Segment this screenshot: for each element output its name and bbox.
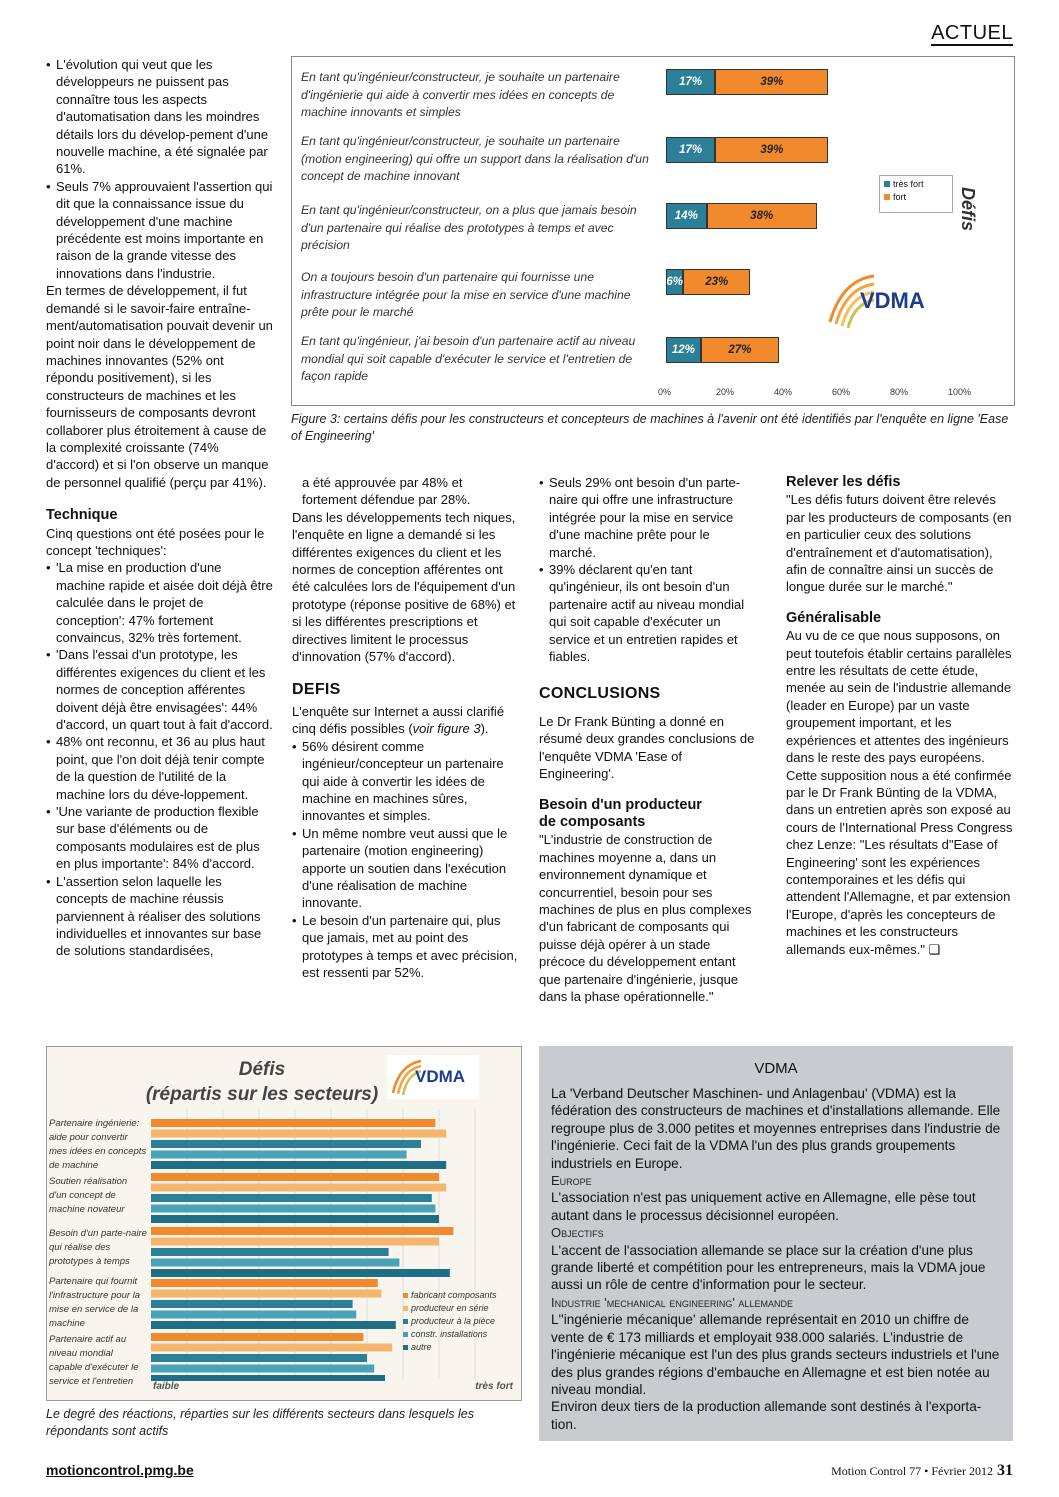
legend-label: producteur à la pièce [411,1316,496,1326]
legend-swatch [884,194,890,200]
section-title-generalisable: Généralisable [786,609,882,626]
axis-tick-label: 40% [774,387,793,397]
footer-issue-text: Motion Control 77 • Février 2012 [831,1464,993,1478]
axis-tick-label: 80% [890,387,909,397]
chart-category-label: On a toujours besoin d'un partenaire qui fournisse une infrastructure intégrée pour la mise en service d'une machine prête pour le marché [301,270,631,320]
column-3 [539,474,759,1005]
axis-label-low: faible [153,1381,180,1392]
sidebar-title: VDMA [754,1060,798,1077]
chart-bar [151,1140,421,1148]
chart-bar [151,1300,353,1308]
chart-bar [151,1151,407,1159]
chart-bar [151,1248,389,1256]
bullet: • 39% déclarent qu'en tant qu'ingénieur, ils ont besoin d'un partenaire actif au niveau mondial qui soit capable d'exécuter un service et un entretien rapides et fiables. [539,561,759,665]
footer-issue [831,1462,1013,1480]
text: ). [480,721,489,737]
column-1 [46,56,274,960]
legend-label: autre [411,1342,432,1352]
chart-data-label: 39% [760,144,784,156]
subheading: Objectifs [551,1225,604,1241]
axis-tick-label: 60% [832,387,851,397]
subheading: Europe [551,1173,592,1189]
figure-3-side-title: Défis [958,187,978,232]
chart-data-label: 12% [671,344,695,356]
chart-bar [151,1279,378,1287]
chart-bar [151,1290,381,1298]
subheading: Industrie 'mechanical engineering' allemande [551,1294,793,1310]
chart-bar [151,1205,435,1213]
legend-swatch [403,1345,408,1350]
chart-bar [151,1215,439,1223]
chart-category-label: En tant qu'ingénieur/constructeur, on a plus que jamais besoin d'un partenaire qui réalise des prototypes à temps et avec précision [301,203,637,253]
sidebar-body [539,1085,1013,1433]
legend-swatch [403,1319,408,1324]
legend-swatch [403,1306,408,1311]
chart-bar [151,1354,367,1362]
text: L'enquête sur Internet a aussi clarifié cinq défis possibles ( [292,703,505,737]
legend-swatch [403,1332,408,1337]
axis-tick-label: 0% [658,387,672,397]
figure-reference: voir figure 3 [412,721,481,737]
chart-bar [151,1238,439,1246]
paragraph: L'accent de l'association allemande se place sur la création d'une plus grande liberté et compétition pour les entrepreneurs, mais la VDMA joue aussi un rôle de centre d'information pour le secteur. [551,1242,986,1293]
paragraph: L''ingénierie mécanique' allemande représentait en 2010 un chiffre de vente de € 173 milliards et employait 938.000 salariés. L'industrie de l'ingénierie mécanique est l'un des plus grands secteurs industriels et l'une des plus grandes régions d'embauche en Allemagne et est bien notée au niveau mondial. [551,1312,1000,1397]
figure-3 [291,56,1015,406]
vdma-sidebar [539,1046,1013,1441]
chart-bar [151,1184,446,1192]
bullet: • 'Dans l'essai d'un prototype, les différentes exigences du client et les normes de conception afférentes doivent déjà être envisagées': 44% d'accord, un quart tout à fait d'accord. [46,646,274,733]
paragraph: "Les défis futurs doivent être relevés par les producteurs de composants (en en particulier ceux des solutions d'entraînement et d'automatisation), afin de connaître ainsi un succès de longue durée sur le marché." [786,492,1012,595]
paragraph: L'association n'est pas uniquement active en Allemagne, elle pèse tout autant dans le processus décisionnel européen. [551,1190,976,1223]
chart-bar [151,1344,392,1352]
section-header: ACTUEL [931,22,1013,44]
chart-bar [151,1227,453,1235]
legend-label: très fort [893,179,924,189]
chart-data-label: 39% [760,76,784,88]
paragraph: Cinq questions ont été posées pour le concept 'techniques': [46,525,265,558]
legend-item [403,1302,513,1315]
legend-label: fort [893,192,907,202]
chart-data-label: 23% [705,276,729,288]
chart-legend [403,1289,513,1354]
legend-item [403,1341,513,1354]
paragraph: Cette supposition nous a été confirmée par le Dr Frank Bünting de la VDMA, dans un entretien après son exposé au cours de l'International Press Congress chez Lenze: "Les résultats d"Ease of Engineering' sont les expériences contemporaines et les défis qui attendent l'Allemagne, et par extension l'Europe, d'après les concepteurs de machines et les constructeurs allemands eux-mêmes." ❑ [786,767,1013,957]
chart-bar [151,1311,356,1319]
figure-4-title [137,1057,387,1107]
paragraph: La 'Verband Deutscher Maschinen- und Anlagenbau' (VDMA) est la fédération des constructeurs de machines et d'installations allemande. Elle regroupe plus de 3.000 petites et moyennes entreprises dans l'industrie de l'ingénierie. Ceci fait de la VDMA l'un des plus grands groupements industriels en Europe. [551,1086,1001,1171]
paragraph: "L'industrie de construction de machines moyenne a, dans un environnement dynamique et concurrentiel, besoin pour ses machines de plus en plus complexes d'un fabricant de composants qui puisse déjà opérer à un stade précoce du développement entant que partenaire d'ingénierie, jusque dans la phase opérationnelle." [539,832,752,1004]
chart-bar [151,1119,435,1127]
legend-swatch [403,1293,408,1298]
legend-item [884,191,948,204]
bullet: • L'assertion selon laquelle les concepts de machine réussis parviennent à réaliser des solutions individuelles et innovantes sur base de solutions standardisées, [46,873,274,960]
chart-bar [151,1375,385,1381]
legend-label: producteur en série [411,1303,489,1313]
section-title-relever: Relever les défis [786,474,901,490]
chart-bar [151,1173,439,1181]
bullet: • Le besoin d'un partenaire qui, plus que jamais, met au point des prototypes à temps et avec précision, est ressenti par 52%. [292,912,520,982]
chart-data-label: 6% [666,276,683,288]
chart-bar [151,1333,363,1341]
chart-data-label: 17% [679,76,703,88]
row-label: Soutien réalisation d'un concept de machine novateur [49,1176,128,1215]
vdma-logo-text: VDMA [415,1067,466,1086]
chart-category-label: En tant qu'ingénieur/constructeur, je souhaite un partenaire (motion engineering) qui offre un support dans la réalisation d'un concept de machine innovant [301,134,649,184]
legend-item [403,1328,513,1341]
chart-bar [151,1161,446,1169]
vdma-logo [822,262,935,346]
chart-data-label: 14% [674,210,698,222]
row-label: Partenaire qui fournit l'infrastructure pour la mise en service de la machine [49,1276,141,1329]
chart-data-label: 27% [728,344,752,356]
bullet: • L'évolution qui veut que les développeurs ne puissent pas connaître tous les aspects d'automatisation dans les moindres détails lors du dévelop-pement d'une nouvelle machine, a été signalée par 61%. [46,56,274,178]
axis-tick-label: 20% [716,387,735,397]
section-title-conclusions: CONCLUSIONS [539,685,661,703]
bullet: • 56% désirent comme ingénieur/concepteur un partenaire qui aide à convertir les idées de machine en machines sûres, innovantes et simples. [292,738,520,825]
chart-bar [151,1321,396,1329]
chart-data-label: 38% [750,210,774,222]
legend-item [884,178,948,191]
chart-bar [151,1130,446,1138]
figure-4-title-line: Défis [238,1059,286,1080]
section-title-besoin: Besoin d'un producteur de composants [539,796,702,830]
legend-item [403,1289,513,1302]
figure-4-caption: Le degré des réactions, réparties sur les différents secteurs dans lesquels les répondants sont actifs [46,1407,475,1438]
legend-swatch [884,181,890,187]
bullet: • 'La mise en production d'une machine rapide et aisée doit déjà être calculée dans le projet de conception': 47% fortement convaincus, 32% très fortement. [46,559,274,646]
bullet: • Seuls 7% approuvaient l'assertion qui dit que la connaissance issue du développement d'une machine précédente est moins importante en raison de la grande vitesse des innovations dans l'industrie. [46,178,274,282]
axis-tick-label: 100% [948,387,972,397]
chart-bar [151,1269,450,1277]
bullet: • Seuls 29% ont besoin d'un parte-naire qui offre une infrastructure intégrée pour la mise en service d'une machine prête pour le marché. [539,474,759,561]
axis-label-high: très fort [475,1381,513,1392]
footer-site-link[interactable]: motioncontrol.pmg.be [46,1462,194,1478]
paragraph: Dans les développements tech niques, l'enquête en ligne a demandé si les différentes exigences du client et les normes de conception afférentes ont été calculées lors de l'équipement d'un prototype (réponse positive de 68%) et si les différentes prescriptions et directives limitent le processus d'innovation (57% d'accord). [292,509,516,665]
legend-label: fabricant composants [411,1290,497,1300]
bullet: • Un même nombre veut aussi que le partenaire (motion engineering) apporte un soutien dans l'exécution d'une réalisation de machine innovante. [292,825,520,912]
bullet: • 48% ont reconnu, et 36 au plus haut point, que l'on doit déjà tenir compte de la question de l'utilité de la machine lors du déve-loppement. [46,733,274,803]
column-2 [292,474,520,981]
figure-4-title-line: (répartis sur les secteurs) [145,1084,379,1105]
bullet: • 'Une variante de production flexible sur base d'éléments ou de composants modulaires est de plus en plus importante': 84% d'accord. [46,803,274,873]
chart-category-label: En tant qu'ingénieur, j'ai besoin d'un partenaire actif au niveau mondial qui soit capable d'exécuter le service et l'entretien de façon rapide [301,334,636,384]
chart-bar [151,1194,432,1202]
chart-legend [879,175,953,213]
figure-4 [46,1046,522,1401]
row-label: Besoin d'un parte-naire qui réalise des prototypes à temps [49,1228,147,1267]
paragraph: a été approuvée par 48% et fortement défendue par 28%. [302,475,471,508]
paragraph: Environ deux tiers de la production allemande sont destinés à l'exporta-tion. [551,1399,982,1432]
chart-bar [151,1365,374,1373]
chart-data-label: 17% [679,144,703,156]
legend-label: constr. installations [411,1329,488,1339]
row-label: Partenaire ingénierie: aide pour convertir mes idées en concepts de machine [49,1118,147,1171]
chart-bar [151,1259,399,1267]
paragraph: Le Dr Frank Bünting a donné en résumé deux grandes conclusions de l'enquête VDMA 'Ease of Engineering'. [539,713,755,782]
section-title-technique: Technique [46,507,118,524]
row-label: Partenaire actif au niveau mondial capable d'exécuter le service et l'entretien [49,1334,139,1387]
column-4 [786,474,1013,958]
page-number: 31 [997,1462,1013,1479]
section-title-defis: DEFIS [292,681,341,699]
vdma-logo-text: VDMA [860,288,925,313]
legend-item [403,1315,513,1328]
figure-3-caption: Figure 3: certains défis pour les constructeurs et concepteurs de machines à l'avenir ont été identifiés par l'enquête en ligne 'Ease of Engineering' [291,412,1009,443]
paragraph: Au vu de ce que nous supposons, on peut toutefois établir certains parallèles entre les résultats de cette étude, menée au sein de l'industrie allemande (leader en Europe) par un vaste groupement important, et les expériences et attentes des ingénieurs dans le reste des pays européens. [786,628,1012,766]
vdma-logo [387,1055,479,1099]
chart-category-label: En tant qu'ingénieur/constructeur, je souhaite un partenaire d'ingénierie qui aide à convertir mes idées en concepts de machine innovants et simples [301,70,620,120]
paragraph: En termes de développement, il fut demandé si le savoir-faire entraîne-ment/automatisation pouvait devenir un point noir dans le développement de machines innovantes (52% ont répondu positivement), si les constructeurs de machines et les fournisseurs de composants devront collaborer plus étroitement à cause de la complexité croissante (74% d'accord) et si l'on observe un manque de personnel qualifié (perçu par 41%). [46,283,273,490]
paragraph [292,703,520,738]
